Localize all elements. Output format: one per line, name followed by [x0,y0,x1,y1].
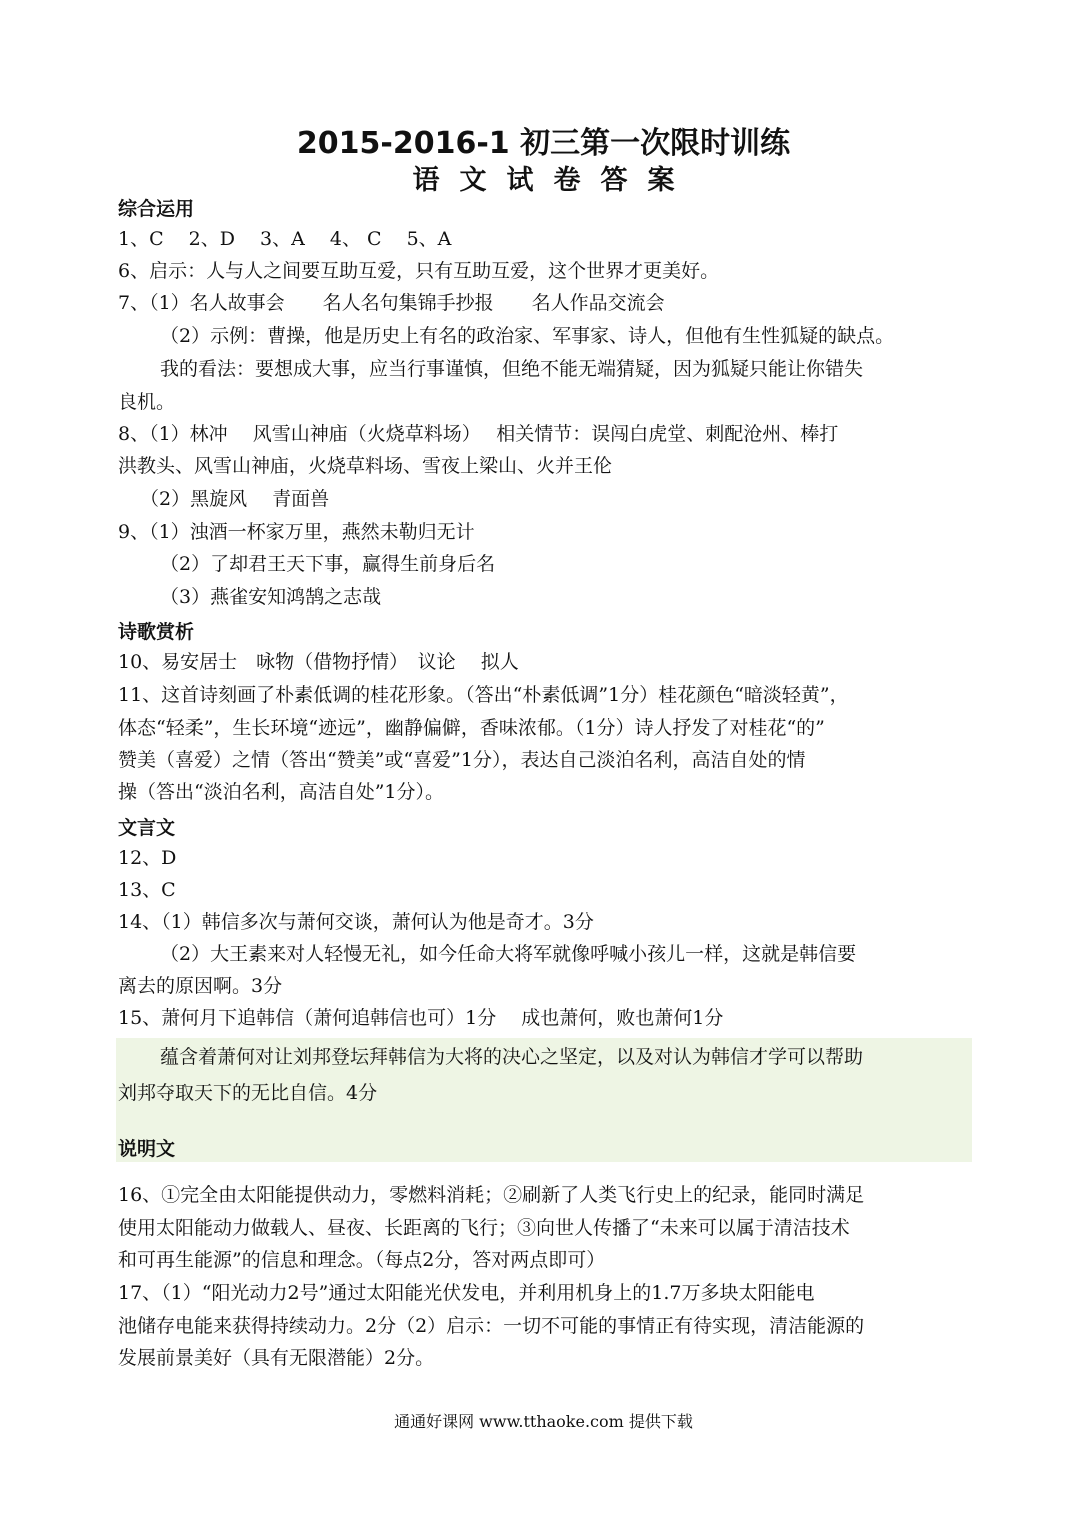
answer-line: 6、启示：人与人之间要互助互爱，只有互助互爱，这个世界才更美好。 [118,260,720,282]
answer-line: 和可再生能源”的信息和理念。（每点2分，答对两点即可） [118,1249,606,1271]
answer-line: 12、D [118,847,177,869]
answer-line: 14、（1）韩信多次与萧何交谈，萧何认为他是奇才。3分 [118,911,594,933]
answer-line: 10、易安居士 咏物（借物抒情） 议论 拟人 [118,651,519,673]
answer-line: 刘邦夺取天下的无比自信。4分 [118,1082,378,1104]
answer-line: 11、这首诗刻画了朴素低调的桂花形象。（答出“朴素低调”1分）桂花颜色“暗淡轻黄”， [118,684,849,706]
answer-line: 离去的原因啊。3分 [118,975,283,997]
answer-line: 1、C 2、D 3、A 4、 C 5、A [118,228,452,250]
answer-line: 17、（1）“阳光动力2号”通过太阳能光伏发电，并利用机身上的1.7万多块太阳能电 [118,1282,815,1304]
answer-line: 13、C [118,879,176,901]
answer-line: 赞美（喜爱）之情（答出“赞美”或“喜爱”1分），表达自己淡泊名利，高洁自处的情 [118,749,806,771]
answer-line: 使用太阳能动力做载人、昼夜、长距离的飞行；③向世人传播了“未来可以属于清洁技术 [118,1217,850,1239]
answer-line: （2）大王素来对人轻慢无礼，如今任命大将军就像呼喊小孩儿一样，这就是韩信要 [160,943,857,965]
page-footer: 通通好课网 www.tthaoke.com 提供下载 [394,1412,693,1431]
answer-line: 我的看法：要想成大事，应当行事谨慎，但绝不能无端猜疑，因为狐疑只能让你错失 [160,358,864,380]
answer-line: 体态“轻柔”，生长环境“迹远”，幽静偏僻，香味浓郁。（1分）诗人抒发了对桂花“的” [118,717,825,739]
answer-line: 9、（1）浊酒一杯家万里，燕然未勒归无计 [118,521,475,543]
page-subtitle: 语文试卷答案 [412,165,695,196]
answer-line: （3）燕雀安知鸿鹄之志哉 [160,586,382,608]
section-heading-classical: 文言文 [118,817,176,839]
section-heading-poetry: 诗歌赏析 [118,621,195,643]
answer-line: 蕴含着萧何对让刘邦登坛拜韩信为大将的决心之坚定，以及对认为韩信才学可以帮助 [160,1046,864,1068]
answer-line: 池储存电能来获得持续动力。2分（2）启示：一切不可能的事情正有待实现，清洁能源的 [118,1315,865,1337]
answer-line: 15、萧何月下追韩信（萧何追韩信也可）1分 成也萧何，败也萧何1分 [118,1007,724,1029]
answer-line: 洪教头、风雪山神庙，火烧草料场、雪夜上梁山、火并王伦 [118,455,613,477]
answer-line: 良机。 [118,391,176,413]
answer-line: （2）了却君王天下事，赢得生前身后名 [160,553,496,575]
page-title: 2015-2016-1 初三第一次限时训练 [296,126,791,161]
answer-line: （2）黑旋风 青面兽 [140,488,330,510]
section-heading-expository: 说明文 [118,1138,176,1160]
answer-line: 8、（1）林冲 风雪山神庙（火烧草料场） 相关情节：误闯白虎堂、刺配沧州、棒打 [118,423,839,445]
answer-line: 发展前景美好（具有无限潜能）2分。 [118,1347,435,1369]
answer-line: 7、（1）名人故事会 名人名句集锦手抄报 名人作品交流会 [118,292,665,314]
answer-line: （2）示例：曹操，他是历史上有名的政治家、军事家、诗人，但他有生性狐疑的缺点。 [160,325,895,347]
section-heading-comprehensive: 综合运用 [118,198,195,220]
answer-line: 操（答出“淡泊名利，高洁自处”1分）。 [118,781,445,803]
answer-line: 16、①完全由太阳能提供动力，零燃料消耗；②刷新了人类飞行史上的纪录，能同时满足 [118,1184,865,1206]
